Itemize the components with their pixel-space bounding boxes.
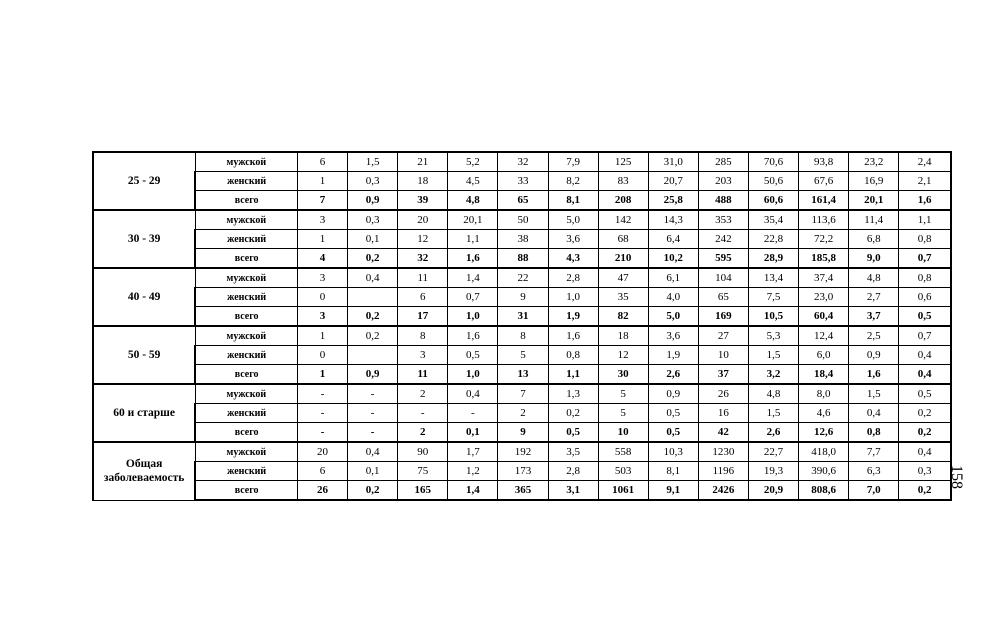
value-cell: 0,8 [899,230,951,249]
value-cell [348,288,398,307]
value-cell: 0,2 [548,404,598,423]
value-cell: 47 [598,268,648,288]
value-cell: 0,2 [899,481,951,501]
sex-label: мужской [195,152,297,172]
table-row [93,384,951,404]
value-cell: 208 [598,191,648,211]
value-cell: 2,1 [899,172,951,191]
value-cell: 0,9 [348,365,398,385]
age-group-label: 40 - 49 [93,268,195,326]
value-cell: 0,2 [348,481,398,501]
value-cell: 6 [398,288,448,307]
value-cell: 0,5 [899,384,951,404]
value-cell: 3,2 [748,365,798,385]
value-cell: 1,9 [548,307,598,327]
value-cell: 0,2 [348,307,398,327]
table-row [93,268,951,288]
value-cell: 192 [498,442,548,462]
value-cell: 32 [498,152,548,172]
table-row [93,442,951,462]
value-cell: 2,8 [548,268,598,288]
value-cell: 60,4 [799,307,849,327]
value-cell: 0,5 [548,423,598,443]
age-group-label: Общая заболеваемость [93,442,195,500]
sex-label: женский [195,462,297,481]
value-cell: 1,6 [849,365,899,385]
table-row [93,191,951,211]
value-cell: 12 [598,346,648,365]
value-cell: 1,5 [849,384,899,404]
value-cell: 0,5 [648,404,698,423]
value-cell: 0,7 [899,326,951,346]
value-cell: 22 [498,268,548,288]
value-cell: 32 [398,249,448,269]
page-number: 158 [948,465,965,489]
value-cell: 5 [598,384,648,404]
value-cell: 82 [598,307,648,327]
value-cell: 390,6 [799,462,849,481]
value-cell: 4,3 [548,249,598,269]
value-cell: 18 [598,326,648,346]
value-cell: 418,0 [799,442,849,462]
sex-label: всего [195,423,297,443]
value-cell: 5 [598,404,648,423]
value-cell: 0,3 [348,172,398,191]
value-cell: 1,0 [448,365,498,385]
value-cell: 12,6 [799,423,849,443]
value-cell: 0,2 [899,404,951,423]
age-group-label: 60 и старше [93,384,195,442]
value-cell: 2,5 [849,326,899,346]
value-cell: 9 [498,423,548,443]
value-cell: 2426 [698,481,748,501]
table-row [93,462,951,481]
value-cell: 10 [698,346,748,365]
value-cell: 0,8 [899,268,951,288]
value-cell: 20,7 [648,172,698,191]
value-cell: 1,1 [548,365,598,385]
value-cell: 7 [498,384,548,404]
value-cell: 0,4 [348,268,398,288]
value-cell: 26 [297,481,347,501]
value-cell: 14,3 [648,210,698,230]
value-cell: 1,4 [448,268,498,288]
value-cell: 1,5 [748,346,798,365]
value-cell: 1,2 [448,462,498,481]
value-cell: 83 [598,172,648,191]
value-cell: 35,4 [748,210,798,230]
value-cell: 38 [498,230,548,249]
value-cell: 13 [498,365,548,385]
value-cell: 6 [297,152,347,172]
value-cell: 0,2 [348,326,398,346]
table-row [93,404,951,423]
value-cell: 1,0 [548,288,598,307]
value-cell: 1 [297,172,347,191]
value-cell: 22,7 [748,442,798,462]
table-row [93,423,951,443]
value-cell: 353 [698,210,748,230]
value-cell: 18,4 [799,365,849,385]
value-cell: 8,2 [548,172,598,191]
table-row [93,365,951,385]
sex-label: всего [195,191,297,211]
value-cell: - [297,384,347,404]
value-cell: 18 [398,172,448,191]
value-cell: - [348,384,398,404]
value-cell: 26 [698,384,748,404]
value-cell: 50 [498,210,548,230]
value-cell: 7,7 [849,442,899,462]
value-cell: 0 [297,288,347,307]
value-cell: 30 [598,365,648,385]
table-body [93,152,951,500]
value-cell: 104 [698,268,748,288]
value-cell: 595 [698,249,748,269]
value-cell: 4,0 [648,288,698,307]
sex-label: всего [195,307,297,327]
value-cell: 42 [698,423,748,443]
value-cell: 0,4 [899,346,951,365]
value-cell: 3 [297,268,347,288]
value-cell: - [348,423,398,443]
value-cell: 0,5 [899,307,951,327]
value-cell: 2 [398,384,448,404]
value-cell: 0,1 [348,462,398,481]
value-cell: 0,8 [849,423,899,443]
sex-label: мужской [195,210,297,230]
value-cell: 1230 [698,442,748,462]
value-cell: 0,4 [348,442,398,462]
value-cell: 25,8 [648,191,698,211]
value-cell: 173 [498,462,548,481]
value-cell: 27 [698,326,748,346]
value-cell: 161,4 [799,191,849,211]
sex-label: женский [195,346,297,365]
value-cell: 10,5 [748,307,798,327]
value-cell: 1 [297,365,347,385]
value-cell: 2,6 [748,423,798,443]
value-cell: - [297,404,347,423]
value-cell: 70,6 [748,152,798,172]
value-cell: 12 [398,230,448,249]
value-cell: 28,9 [748,249,798,269]
value-cell: 0,1 [348,230,398,249]
table-row [93,249,951,269]
value-cell: 4,8 [448,191,498,211]
value-cell: 16 [698,404,748,423]
value-cell: 3,1 [548,481,598,501]
value-cell: 165 [398,481,448,501]
value-cell: 0,9 [849,346,899,365]
sex-label: мужской [195,384,297,404]
value-cell: 1 [297,326,347,346]
table-row [93,210,951,230]
value-cell: 6,3 [849,462,899,481]
value-cell: 4,6 [799,404,849,423]
sex-label: всего [195,365,297,385]
value-cell: 9,1 [648,481,698,501]
sex-label: всего [195,481,297,501]
value-cell: 558 [598,442,648,462]
value-cell: 90 [398,442,448,462]
value-cell: 1,6 [548,326,598,346]
value-cell: 3 [297,307,347,327]
value-cell: 1,6 [899,191,951,211]
value-cell: 0,4 [849,404,899,423]
value-cell: 1,5 [748,404,798,423]
value-cell: 88 [498,249,548,269]
value-cell: 65 [498,191,548,211]
value-cell: 808,6 [799,481,849,501]
value-cell: 1,7 [448,442,498,462]
value-cell: 503 [598,462,648,481]
value-cell: 68 [598,230,648,249]
value-cell: 9 [498,288,548,307]
table-row [93,288,951,307]
value-cell: 6 [297,462,347,481]
value-cell: 0,4 [899,365,951,385]
value-cell: 6,4 [648,230,698,249]
value-cell: 169 [698,307,748,327]
table-row [93,230,951,249]
value-cell: 6,8 [849,230,899,249]
value-cell: 1 [297,230,347,249]
value-cell: 4 [297,249,347,269]
table-row [93,481,951,501]
value-cell: 9,0 [849,249,899,269]
value-cell: 33 [498,172,548,191]
sex-label: женский [195,230,297,249]
value-cell: 5,3 [748,326,798,346]
value-cell: 3,6 [648,326,698,346]
value-cell: 2 [398,423,448,443]
table-row [93,307,951,327]
sex-label: женский [195,288,297,307]
value-cell: 113,6 [799,210,849,230]
value-cell: 2,6 [648,365,698,385]
value-cell: 142 [598,210,648,230]
value-cell: 0,2 [348,249,398,269]
value-cell: 2 [498,404,548,423]
sex-label: женский [195,404,297,423]
value-cell: 125 [598,152,648,172]
value-cell: 21 [398,152,448,172]
value-cell: 60,6 [748,191,798,211]
value-cell: 0,7 [899,249,951,269]
sex-label: женский [195,172,297,191]
value-cell: - [297,423,347,443]
value-cell: 93,8 [799,152,849,172]
table-row [93,346,951,365]
value-cell: 285 [698,152,748,172]
sex-label: всего [195,249,297,269]
value-cell: 37,4 [799,268,849,288]
value-cell: 50,6 [748,172,798,191]
value-cell: 35 [598,288,648,307]
value-cell: 20,1 [849,191,899,211]
value-cell: - [398,404,448,423]
value-cell: 365 [498,481,548,501]
value-cell: 1061 [598,481,648,501]
value-cell: 23,0 [799,288,849,307]
value-cell: 3,6 [548,230,598,249]
sex-label: мужской [195,268,297,288]
value-cell: 3 [398,346,448,365]
value-cell: 6,1 [648,268,698,288]
value-cell: 37 [698,365,748,385]
value-cell: 185,8 [799,249,849,269]
value-cell: 0,3 [899,462,951,481]
value-cell: 11 [398,268,448,288]
value-cell: 210 [598,249,648,269]
value-cell: 22,8 [748,230,798,249]
value-cell: 5,2 [448,152,498,172]
value-cell: 10,3 [648,442,698,462]
age-group-label: 50 - 59 [93,326,195,384]
value-cell: 2,4 [899,152,951,172]
value-cell: 3,7 [849,307,899,327]
value-cell: 7,9 [548,152,598,172]
value-cell: 39 [398,191,448,211]
value-cell: 1,1 [899,210,951,230]
value-cell: 242 [698,230,748,249]
value-cell: 75 [398,462,448,481]
value-cell: 2,7 [849,288,899,307]
value-cell: 31,0 [648,152,698,172]
value-cell: 0,9 [648,384,698,404]
value-cell: 8,0 [799,384,849,404]
value-cell: 20,1 [448,210,498,230]
value-cell: 0,4 [448,384,498,404]
value-cell: 8 [498,326,548,346]
value-cell: 20,9 [748,481,798,501]
value-cell: 11,4 [849,210,899,230]
value-cell: 10 [598,423,648,443]
value-cell: 3 [297,210,347,230]
value-cell: 0 [297,346,347,365]
value-cell: 4,8 [748,384,798,404]
value-cell: 0,5 [448,346,498,365]
value-cell: 5 [498,346,548,365]
value-cell: 67,6 [799,172,849,191]
morbidity-table [92,151,952,501]
table-row [93,326,951,346]
sex-label: мужской [195,442,297,462]
value-cell: 20 [398,210,448,230]
value-cell: 0,2 [899,423,951,443]
value-cell: 17 [398,307,448,327]
table-row [93,172,951,191]
value-cell [348,346,398,365]
value-cell: 2,8 [548,462,598,481]
value-cell: 8,1 [548,191,598,211]
value-cell: 7,5 [748,288,798,307]
value-cell: 6,0 [799,346,849,365]
age-group-label: 30 - 39 [93,210,195,268]
value-cell: 203 [698,172,748,191]
value-cell: 12,4 [799,326,849,346]
value-cell: 0,9 [348,191,398,211]
value-cell: 4,8 [849,268,899,288]
value-cell: 23,2 [849,152,899,172]
value-cell: 3,5 [548,442,598,462]
value-cell: 0,7 [448,288,498,307]
value-cell: - [348,404,398,423]
sex-label: мужской [195,326,297,346]
value-cell: - [448,404,498,423]
value-cell: 72,2 [799,230,849,249]
value-cell: 5,0 [648,307,698,327]
value-cell: 0,4 [899,442,951,462]
value-cell: 0,8 [548,346,598,365]
value-cell: 8 [398,326,448,346]
value-cell: 0,1 [448,423,498,443]
value-cell: 65 [698,288,748,307]
value-cell: 4,5 [448,172,498,191]
value-cell: 16,9 [849,172,899,191]
value-cell: 0,5 [648,423,698,443]
age-group-label: 25 - 29 [93,152,195,210]
value-cell: 20 [297,442,347,462]
value-cell: 1,5 [348,152,398,172]
value-cell: 1,9 [648,346,698,365]
value-cell: 1,6 [448,326,498,346]
value-cell: 10,2 [648,249,698,269]
value-cell: 1,0 [448,307,498,327]
value-cell: 1,4 [448,481,498,501]
value-cell: 13,4 [748,268,798,288]
value-cell: 11 [398,365,448,385]
value-cell: 1196 [698,462,748,481]
value-cell: 1,6 [448,249,498,269]
value-cell: 488 [698,191,748,211]
value-cell: 8,1 [648,462,698,481]
value-cell: 0,6 [899,288,951,307]
value-cell: 1,1 [448,230,498,249]
value-cell: 5,0 [548,210,598,230]
table-row [93,152,951,172]
value-cell: 0,3 [348,210,398,230]
value-cell: 1,3 [548,384,598,404]
value-cell: 7 [297,191,347,211]
value-cell: 19,3 [748,462,798,481]
value-cell: 31 [498,307,548,327]
value-cell: 7,0 [849,481,899,501]
